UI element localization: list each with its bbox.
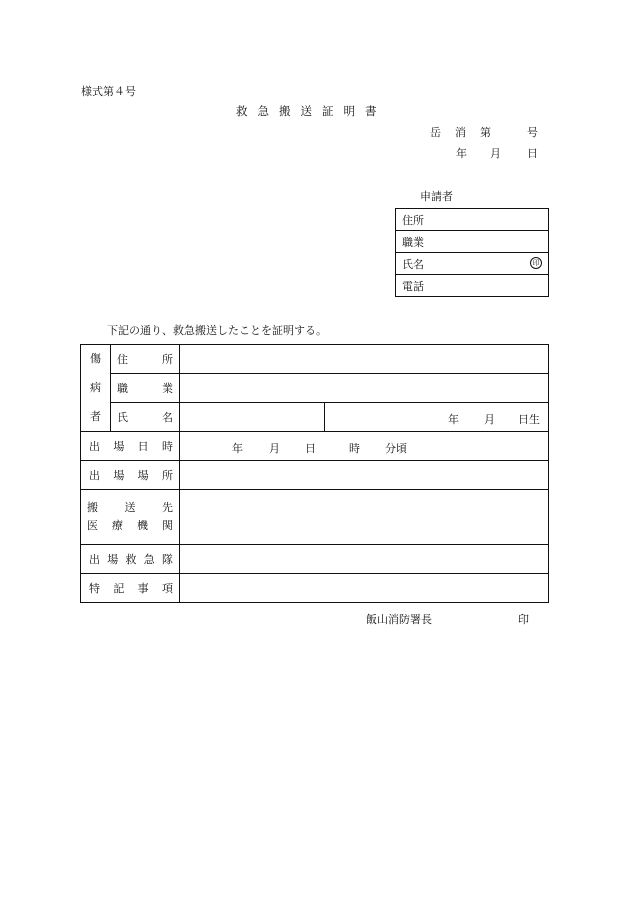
applicant-name-label: 氏名 xyxy=(402,257,424,271)
birth-suffix: 日生 xyxy=(518,413,540,426)
dispatch-place-field[interactable] xyxy=(180,461,549,490)
seal-icon: 印 xyxy=(530,257,542,269)
applicant-occupation-field[interactable]: 職業 xyxy=(396,231,549,253)
ambulance-unit-label: 出 場 救 急 隊 xyxy=(81,545,180,574)
fire-chief-title: 飯山消防署長 xyxy=(366,613,432,626)
dispatch-datetime-label: 出 場 日 時 xyxy=(81,432,180,461)
applicant-row-occupation xyxy=(396,231,549,253)
date-month: 月 xyxy=(490,147,501,160)
patient-name-label: 氏 名 xyxy=(111,403,180,432)
remarks-field[interactable] xyxy=(180,574,549,603)
applicant-address-field[interactable]: 住所 xyxy=(396,209,549,231)
patient-address-field[interactable] xyxy=(180,345,549,374)
ref-prefix: 消 xyxy=(455,126,466,139)
ref-gou: 号 xyxy=(527,126,538,139)
patient-group-char-3: 者 xyxy=(81,403,111,432)
patient-address-label: 住 所 xyxy=(111,345,180,374)
chief-seal-mark: 印 xyxy=(518,613,529,626)
patient-occupation-field[interactable] xyxy=(180,374,549,403)
destination-field[interactable] xyxy=(180,490,549,545)
dispatch-hour: 時 xyxy=(349,442,360,455)
patient-name-row xyxy=(81,403,549,432)
destination-row xyxy=(81,490,549,545)
dispatch-year: 年 xyxy=(232,442,243,455)
dispatch-place-row xyxy=(81,461,549,490)
form-number: 様式第４号 xyxy=(81,85,136,98)
patient-group-char-1: 傷 xyxy=(81,345,111,374)
applicant-name-field[interactable] xyxy=(396,253,549,275)
dispatch-day: 日 xyxy=(305,442,316,455)
remarks-row xyxy=(81,574,549,603)
document-title: 救急搬送証明書 xyxy=(236,104,387,118)
patient-birthdate-field[interactable] xyxy=(325,403,549,432)
dispatch-datetime-row xyxy=(81,432,549,461)
applicant-label: 申請者 xyxy=(420,190,453,203)
applicant-row-phone xyxy=(396,275,549,297)
dispatch-minute: 分頃 xyxy=(385,442,407,455)
patient-group-char-2: 病 xyxy=(81,374,111,403)
dispatch-datetime-field[interactable] xyxy=(180,432,549,461)
ref-issuer: 岳 xyxy=(430,126,441,139)
patient-address-row xyxy=(81,345,549,374)
applicant-phone-field[interactable]: 電話 xyxy=(396,275,549,297)
ref-dai: 第 xyxy=(480,126,491,139)
date-year: 年 xyxy=(456,147,467,160)
dispatch-place-label: 出 場 場 所 xyxy=(81,461,180,490)
date-day: 日 xyxy=(527,147,538,160)
dispatch-month: 月 xyxy=(269,442,280,455)
applicant-row-name xyxy=(396,253,549,275)
certificate-table xyxy=(80,344,549,603)
ambulance-unit-field[interactable] xyxy=(180,545,549,574)
ambulance-unit-row xyxy=(81,545,549,574)
patient-name-field[interactable] xyxy=(180,403,325,432)
certification-statement: 下記の通り、救急搬送したことを証明する。 xyxy=(107,324,327,337)
destination-label: 搬 送 先 医 療 機 関 xyxy=(81,490,180,545)
applicant-table xyxy=(395,208,549,297)
patient-occupation-row xyxy=(81,374,549,403)
birth-year: 年 xyxy=(448,413,459,426)
birth-month: 月 xyxy=(484,413,495,426)
patient-occupation-label: 職 業 xyxy=(111,374,180,403)
remarks-label: 特 記 事 項 xyxy=(81,574,180,603)
applicant-row-address xyxy=(396,209,549,231)
